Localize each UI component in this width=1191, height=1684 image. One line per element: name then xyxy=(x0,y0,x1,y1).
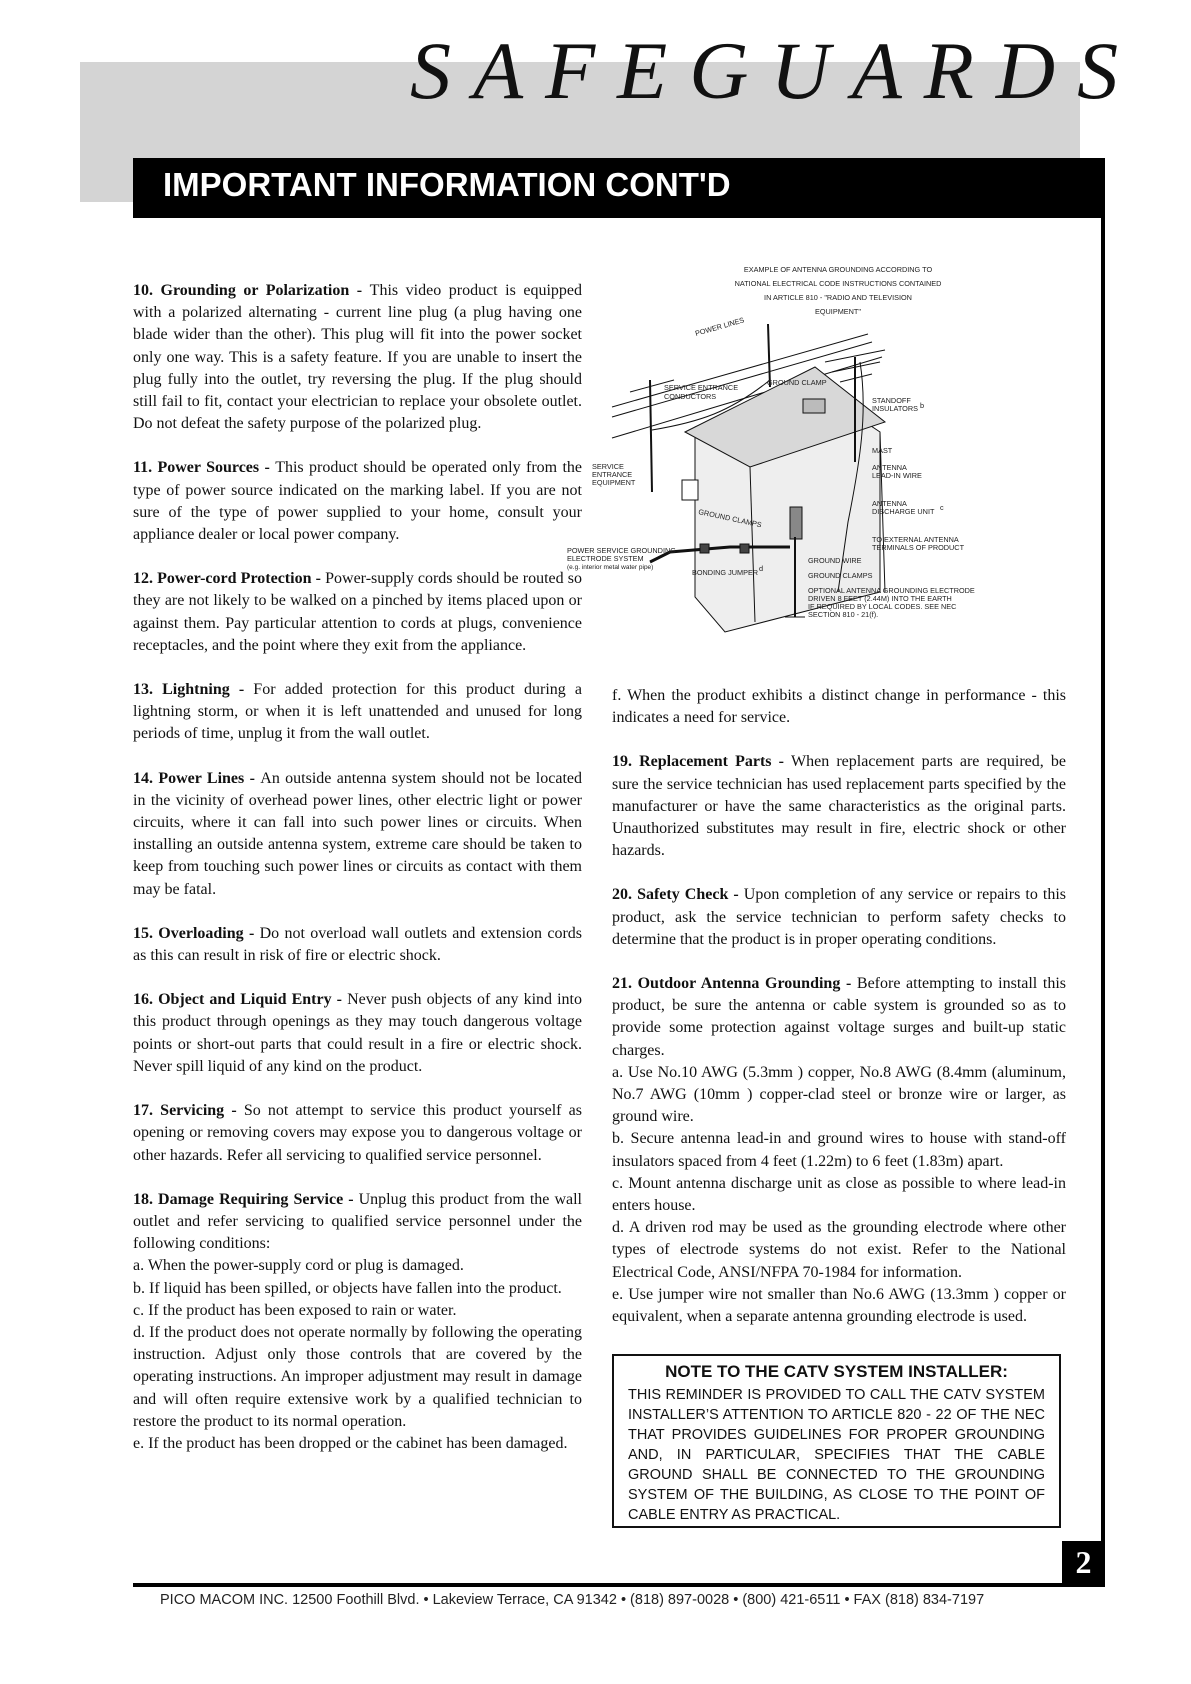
diagram-label: EQUIPMENT xyxy=(592,478,636,487)
diagram-label: TERMINALS OF PRODUCT xyxy=(872,543,965,552)
diagram-label: LEAD-IN WIRE xyxy=(872,471,922,480)
section-banner xyxy=(133,158,1105,218)
diagram-label: OPTIONAL ANTENNA GROUNDING ELECTRODE xyxy=(808,586,975,595)
diagram-label: d xyxy=(759,564,764,573)
section-heading: 18. Damage Requiring Service - xyxy=(133,1190,359,1208)
section-heading: 13. Lightning - xyxy=(133,681,254,699)
section-15 xyxy=(133,923,582,967)
page-number: 2 xyxy=(1062,1541,1105,1583)
diagram-label: BONDING JUMPER xyxy=(692,568,759,577)
section-18 xyxy=(133,1189,582,1455)
diagram-label: DRIVEN 8 FEET (2.44M) INTO THE EARTH xyxy=(808,594,952,603)
diagram-label: MAST xyxy=(872,446,893,455)
diagram-label: GROUND CLAMPS xyxy=(808,571,873,580)
section-body: Power-supply cords should be routed so they are not likely to be walked on a pinched by items placed upon or against them. Pay particular attention to cords at plugs, convenience receptacles, and the point where they exit from the appliance. xyxy=(133,570,583,654)
diagram-label: GROUND CLAMPS xyxy=(697,507,763,530)
diagram-label-power-lines: POWER LINES xyxy=(694,315,746,338)
right-column xyxy=(612,685,1066,1328)
section-heading: 20. Safety Check - xyxy=(612,886,744,904)
section-11 xyxy=(133,457,582,546)
diagram-label: CONDUCTORS xyxy=(664,392,717,401)
section-body: This product should be operated only from the type of power source indicated on the marking label. If you are not sure of the type of power supplied to your home, consult your appliance dealer or local power company. xyxy=(133,459,582,544)
diagram-label: ELECTRODE SYSTEM xyxy=(567,554,644,563)
section-14 xyxy=(133,768,582,901)
section-16 xyxy=(133,989,582,1078)
list-item: b. If liquid has been spilled, or objects have fallen into the product. xyxy=(133,1279,562,1297)
section-body: Do not overload wall outlets and extension cords as this can result in risk of fire or electric shock. xyxy=(133,924,583,965)
bottom-rule xyxy=(133,1583,1105,1587)
list-item: d. If the product does not operate normally by following the operating instruction. Adjust only those controls that are covered by the operating instructions. An improper adjustment may result in damage and will often require extensive work by a qualified technician to restore the product to its normal operation. xyxy=(133,1323,582,1430)
ground-clamp-box xyxy=(740,544,749,553)
section-body: Before attempting to install this product, be sure the antenna or cable system is grounded so as to provide some protection against voltage surges and built-up static charges. xyxy=(612,975,1066,1059)
diagram-label: DISCHARGE UNIT xyxy=(872,507,935,516)
section-12 xyxy=(133,568,582,657)
list-item: e. If the product has been dropped or the cabinet has been damaged. xyxy=(133,1434,568,1452)
section-heading: 15. Overloading - xyxy=(133,924,260,942)
section-banner-text: IMPORTANT INFORMATION CONT'D xyxy=(163,166,731,203)
diagram-label: TO EXTERNAL ANTENNA xyxy=(872,535,959,544)
diagram-label: SECTION 810 - 21(f). xyxy=(808,610,879,619)
section-13 xyxy=(133,679,582,746)
antenna-grounding-diagram xyxy=(567,262,1070,677)
antenna-grounding-illustration xyxy=(567,262,1070,677)
section-heading: 11. Power Sources - xyxy=(133,459,276,477)
antenna-discharge-unit xyxy=(790,507,802,539)
footer-contact: PICO MACOM INC. 12500 Foothill Blvd. • Lakeview Terrace, CA 91342 • (818) 897-0028 • (800) 421-6511 • FAX (818) 834-7197 xyxy=(160,1592,985,1608)
diagram-label: INSULATORS xyxy=(872,404,918,413)
diagram-label: ANTENNA xyxy=(872,499,907,508)
list-item: a. When the power-supply cord or plug is damaged. xyxy=(133,1257,464,1275)
section-body: Never push objects of any kind into this product through openings as they may touch dangerous voltage points or short-out parts that could result in a fire or electric shock. Never spill liquid of any kind on the product. xyxy=(133,991,582,1075)
section-20 xyxy=(612,884,1066,951)
diagram-label: POWER SERVICE GROUNDING xyxy=(567,546,676,555)
list-item: c. Mount antenna discharge unit as close as possible to where lead-in enters house. xyxy=(612,1174,1066,1215)
section-body: When replacement parts are required, be sure the service technician has used replacement parts specified by the manufacturer or have the same characteristics as the original parts. Unauthorized substitutes may result in fire, electric shock or other hazards. xyxy=(612,753,1066,860)
diagram-label: SERVICE xyxy=(592,462,624,471)
section-body: Upon completion of any service or repairs to this product, ask the service technician to perform safety checks to determine that the product is in proper operating conditions. xyxy=(612,886,1066,948)
section-body: For added protection for this product during a lightning storm, or when it is left unattended and unused for long periods of time, unplug it from the wall outlet. xyxy=(133,681,582,743)
right-border-rule xyxy=(1101,218,1105,1585)
section-heading: 10. Grounding or Polarization - xyxy=(133,282,370,299)
diagram-caption-line: IN ARTICLE 810 - "RADIO AND TELEVISION xyxy=(764,293,912,302)
ground-clamp-box xyxy=(700,544,709,553)
diagram-label: GROUND CLAMP xyxy=(767,378,827,387)
section-heading: 17. Servicing - xyxy=(133,1102,244,1120)
list-item: b. Secure antenna lead-in and ground wires to house with stand-off insulators spaced from 4 feet (1.22m) to 6 feet (1.83m) apart. xyxy=(612,1130,1066,1170)
diagram-label: (e.g. interior metal water pipe) xyxy=(567,564,654,571)
section-heading: 21. Outdoor Antenna Grounding - xyxy=(612,975,857,993)
catv-installer-note xyxy=(612,1354,1061,1528)
diagram-caption-line: EQUIPMENT" xyxy=(815,307,861,316)
diagram-label: IF REQUIRED BY LOCAL CODES. SEE NEC xyxy=(808,602,957,611)
diagram-label: GROUND WIRE xyxy=(808,556,862,565)
diagram-caption-line: NATIONAL ELECTRICAL CODE INSTRUCTIONS CONTAINED xyxy=(734,279,942,288)
list-item: a. Use No.10 AWG (5.3mm ) copper, No.8 AWG (8.4mm (aluminum, No.7 AWG (10mm ) copper-clad steel or bronze wire or larger, as ground wire. xyxy=(612,1063,1066,1126)
section-heading: 12. Power-cord Protection - xyxy=(133,570,326,588)
diagram-label: ENTRANCE xyxy=(592,470,633,479)
page-title: SAFEGUARDS xyxy=(410,25,1141,116)
section-body: This video product is equipped with a polarized alternating - current line plug (a plug having one blade wider than the other). This plug will fit into the power socket only one way. This is a safety feature. If you are unable to insert the plug fully into the outlet, try reversing the plug. If the plug should still fail to fit, contact your electrician to replace your obsolete outlet. Do not defeat the safety purpose of the polarized plug. xyxy=(133,282,583,433)
left-column xyxy=(133,280,582,1455)
section-body: Unplug this product from the wall outlet and refer servicing to qualified service personnel under the following conditions: xyxy=(133,1190,583,1253)
section-body: So not attempt to service this product yourself as opening or removing covers may expose you to dangerous voltage or other hazards. Refer all servicing to qualified service personnel. xyxy=(133,1102,582,1164)
section-17 xyxy=(133,1100,582,1167)
chimney xyxy=(803,399,825,413)
section-heading: 14. Power Lines - xyxy=(133,769,261,787)
section-18-item-f xyxy=(612,685,1066,729)
note-text: THIS REMINDER IS PROVIDED TO CALL THE CATV SYSTEM INSTALLER’S ATTENTION TO ARTICLE 820 - 22 OF THE NEC THAT PROVIDES GUIDELINES FOR PROPER GROUNDING AND, IN PARTICULAR, SPECIFIES THAT THE CABLE GROUND SHALL BE CONNECTED TO THE GROUNDING SYSTEM OF THE BUILDING, AS CLOSE TO THE POINT OF CABLE ENTRY AS PRACTICAL. xyxy=(628,1387,1045,1523)
section-heading: 19. Replacement Parts - xyxy=(612,753,792,771)
diagram-label: b xyxy=(920,401,925,410)
list-item: c. If the product has been exposed to rain or water. xyxy=(133,1301,457,1319)
list-item: e. Use jumper wire not smaller than No.6 AWG (13.3mm ) copper or equivalent, when a separate antenna grounding electrode is used. xyxy=(612,1285,1066,1326)
diagram-label: SERVICE ENTRANCE xyxy=(664,383,739,392)
section-21 xyxy=(612,973,1066,1328)
utility-pole xyxy=(650,380,652,492)
diagram-label: ANTENNA xyxy=(872,463,907,472)
note-title: NOTE TO THE CATV SYSTEM INSTALLER: xyxy=(665,1362,1008,1381)
diagram-label: c xyxy=(940,503,944,512)
list-item: d. A driven rod may be used as the grounding electrode where other types of electrode systems do not exist. Refer to the National Electrical Code, ANSI/NFPA 70-1984 for information. xyxy=(612,1219,1066,1281)
section-19 xyxy=(612,751,1066,862)
section-body: An outside antenna system should not be located in the vicinity of overhead power lines, other electric light or power circuits, where it can fall into such power lines or circuits. When installing an outside antenna system, extreme care should be taken to keep from touching such power lines or circuits as contact with them may be fatal. xyxy=(133,769,582,898)
list-item: f. When the product exhibits a distinct change in performance - this indicates a need for service. xyxy=(612,687,1066,727)
section-heading: 16. Object and Liquid Entry - xyxy=(133,991,348,1009)
section-10 xyxy=(133,280,582,435)
diagram-label: STANDOFF xyxy=(872,396,911,405)
diagram-caption-line: EXAMPLE OF ANTENNA GROUNDING ACCORDING TO xyxy=(743,265,933,274)
service-entrance-box xyxy=(682,480,698,500)
